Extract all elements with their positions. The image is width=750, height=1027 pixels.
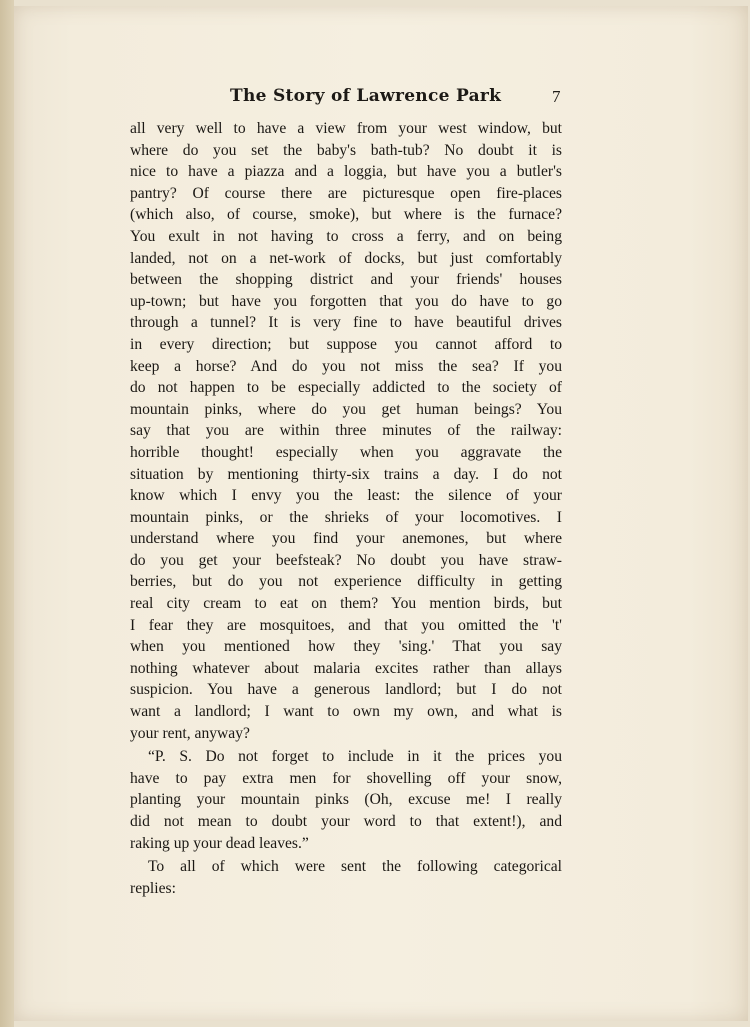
text-line: do you get your beefsteak? No doubt you have straw- [130, 551, 562, 569]
text-line: know which I envy you the least: the silence of your [130, 487, 562, 505]
text-line: landed, not on a net-work of docks, but just comfortably [130, 249, 562, 267]
running-head-title: The Story of Lawrence Park [230, 86, 502, 106]
text-line: do not happen to be especially addicted to the society of [130, 379, 562, 397]
text-line: suspicion. You have a generous landlord; but I do not [130, 681, 562, 699]
text-line: mountain pinks, or the shrieks of your locomotives. I [130, 508, 562, 526]
text-line: horrible thought! especially when you aggravate the [130, 443, 562, 461]
text-line: in every direction; but suppose you cannot afford to [130, 335, 562, 353]
text-line: situation by mentioning thirty-six trains a day. I do not [130, 465, 562, 483]
text-line: nice to have a piazza and a loggia, but have you a butler's [130, 163, 562, 181]
paragraph-3 [130, 856, 562, 899]
text-line: between the shopping district and your friends' houses [130, 271, 562, 289]
text-line: your rent, anyway? [130, 724, 250, 742]
text-line: replies: [130, 879, 176, 897]
text-line: want a landlord; I want to own my own, and what is [130, 703, 562, 721]
text-line: up-town; but have you forgotten that you do have to go [130, 292, 562, 310]
text-line: did not mean to doubt your word to that extent!), and [130, 813, 562, 830]
text-line: To all of which were sent the following categorical [148, 858, 562, 876]
text-line: raking up your dead leaves.” [130, 834, 309, 852]
text-line: real city cream to eat on them? You mention birds, but [130, 595, 562, 613]
paragraph-1 [130, 118, 562, 744]
paragraph-2 [130, 746, 562, 854]
text-line: say that you are within three minutes of the railway: [130, 422, 562, 440]
text-line: planting your mountain pinks (Oh, excuse me! I really [130, 791, 562, 809]
text-line: understand where you find your anemones, but where [130, 530, 562, 548]
binding-edge [0, 0, 14, 1027]
text-line: mountain pinks, where do you get human beings? You [130, 400, 562, 418]
body-text [130, 118, 562, 899]
text-line: through a tunnel? It is very fine to have beautiful drives [130, 314, 562, 332]
text-line: “P. S. Do not forget to include in it the prices you [148, 748, 562, 766]
text-line: nothing whatever about malaria excites rather than allays [130, 659, 562, 677]
text-line: I fear they are mosquitoes, and that you omitted the 't' [130, 616, 562, 634]
text-line: You exult in not having to cross a ferry, and on being [130, 227, 562, 245]
text-line: (which also, of course, smoke), but where is the furnace? [130, 206, 562, 224]
text-line: have to pay extra men for shovelling off your snow, [130, 769, 562, 787]
text-line: all very well to have a view from your west window, but [130, 120, 562, 137]
text-line: pantry? Of course there are picturesque open fire-places [130, 184, 562, 202]
page-number: 7 [552, 87, 561, 106]
text-line: when you mentioned how they 'sing.' That you say [130, 638, 562, 656]
text-line: keep a horse? And do you not miss the sea? If you [130, 357, 562, 375]
running-head [0, 86, 750, 110]
text-line: berries, but do you not experience difficulty in getting [130, 573, 562, 591]
text-line: where do you set the baby's bath-tub? No doubt it is [130, 141, 562, 159]
